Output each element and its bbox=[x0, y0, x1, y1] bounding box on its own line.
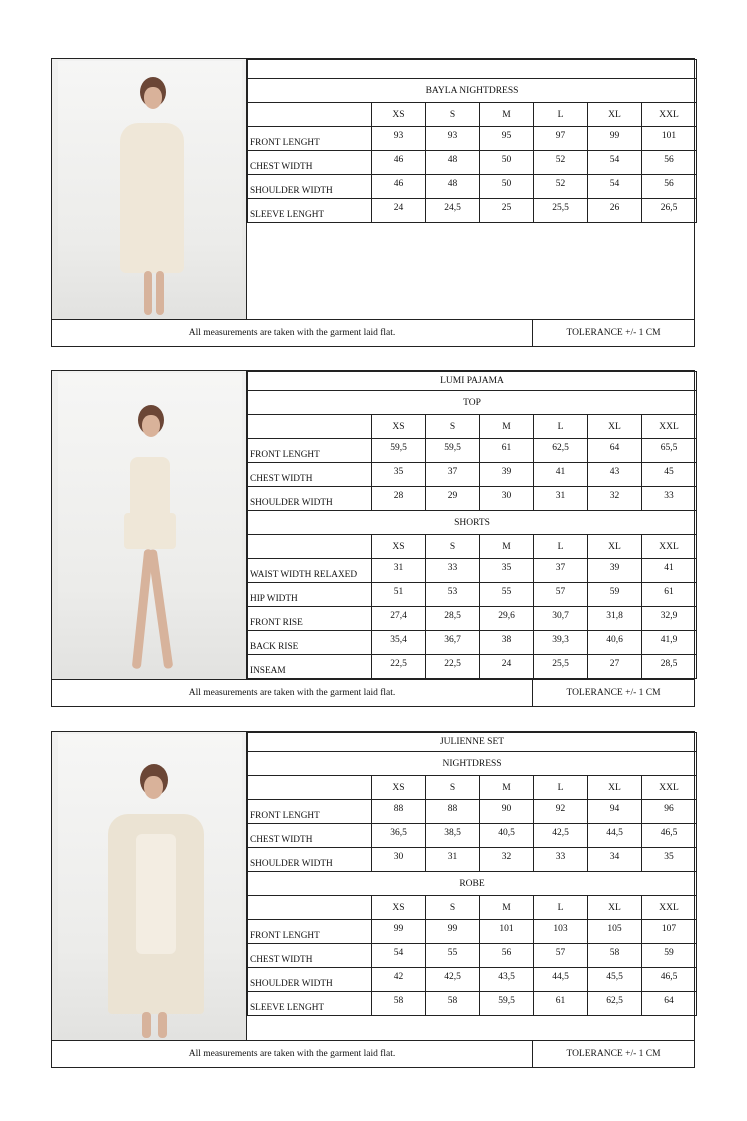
size-m: M bbox=[480, 535, 534, 559]
size-xl: XL bbox=[588, 535, 642, 559]
cell: 22,5 bbox=[372, 655, 426, 679]
cell: 26 bbox=[588, 199, 642, 223]
cell: 24 bbox=[372, 199, 426, 223]
cell: 33 bbox=[534, 848, 588, 872]
table-row bbox=[248, 800, 697, 824]
size-l: L bbox=[534, 535, 588, 559]
row-label: BACK RISE bbox=[248, 631, 372, 655]
cell: 88 bbox=[372, 800, 426, 824]
table-row bbox=[248, 824, 697, 848]
cell: 59 bbox=[642, 944, 697, 968]
row-label: FRONT RISE bbox=[248, 607, 372, 631]
cell: 97 bbox=[534, 127, 588, 151]
cell: 36,7 bbox=[426, 631, 480, 655]
cell: 31 bbox=[534, 487, 588, 511]
cell: 55 bbox=[480, 583, 534, 607]
cell: 94 bbox=[588, 800, 642, 824]
cell: 53 bbox=[426, 583, 480, 607]
table-row bbox=[248, 655, 697, 679]
measurement-note: All measurements are taken with the garment laid flat. bbox=[52, 320, 533, 346]
size-s: S bbox=[426, 535, 480, 559]
julienne-title: JULIENNE SET bbox=[248, 733, 697, 752]
cell: 26,5 bbox=[642, 199, 697, 223]
size-m: M bbox=[480, 103, 534, 127]
table-row bbox=[248, 127, 697, 151]
cell: 50 bbox=[480, 175, 534, 199]
row-label: SLEEVE LENGHT bbox=[248, 199, 372, 223]
size-xs: XS bbox=[372, 896, 426, 920]
cell: 32 bbox=[480, 848, 534, 872]
size-s: S bbox=[426, 103, 480, 127]
cell: 24 bbox=[480, 655, 534, 679]
size-xs: XS bbox=[372, 103, 426, 127]
cell: 35 bbox=[642, 848, 697, 872]
cell: 59,5 bbox=[426, 439, 480, 463]
cell: 32 bbox=[588, 487, 642, 511]
cell: 48 bbox=[426, 151, 480, 175]
cell: 62,5 bbox=[588, 992, 642, 1016]
row-label: CHEST WIDTH bbox=[248, 151, 372, 175]
table-row bbox=[248, 992, 697, 1016]
row-label: SHOULDER WIDTH bbox=[248, 487, 372, 511]
cell: 25 bbox=[480, 199, 534, 223]
cell: 41 bbox=[534, 463, 588, 487]
bayla-table bbox=[247, 59, 697, 223]
cell: 61 bbox=[534, 992, 588, 1016]
table-row bbox=[248, 607, 697, 631]
table-row bbox=[248, 463, 697, 487]
size-xs: XS bbox=[372, 415, 426, 439]
row-label: SHOULDER WIDTH bbox=[248, 968, 372, 992]
cell: 37 bbox=[534, 559, 588, 583]
cell: 56 bbox=[642, 151, 697, 175]
cell: 39 bbox=[588, 559, 642, 583]
table-row bbox=[248, 199, 697, 223]
size-l: L bbox=[534, 103, 588, 127]
row-label: CHEST WIDTH bbox=[248, 944, 372, 968]
size-xxl: XXL bbox=[642, 535, 697, 559]
cell: 101 bbox=[642, 127, 697, 151]
cell: 31 bbox=[372, 559, 426, 583]
cell: 96 bbox=[642, 800, 697, 824]
size-xxl: XXL bbox=[642, 415, 697, 439]
lumi-top-title: TOP bbox=[248, 391, 697, 415]
cell: 64 bbox=[588, 439, 642, 463]
cell: 64 bbox=[642, 992, 697, 1016]
cell: 29,6 bbox=[480, 607, 534, 631]
cell: 35 bbox=[372, 463, 426, 487]
julienne-table bbox=[247, 732, 697, 1016]
size-l: L bbox=[534, 776, 588, 800]
cell: 99 bbox=[372, 920, 426, 944]
size-header-row bbox=[248, 776, 697, 800]
cell: 41,9 bbox=[642, 631, 697, 655]
cell: 42,5 bbox=[426, 968, 480, 992]
table-row bbox=[248, 631, 697, 655]
cell: 29 bbox=[426, 487, 480, 511]
row-label: FRONT LENGHT bbox=[248, 920, 372, 944]
cell: 62,5 bbox=[534, 439, 588, 463]
cell: 40,5 bbox=[480, 824, 534, 848]
row-label: SHOULDER WIDTH bbox=[248, 848, 372, 872]
size-xxl: XXL bbox=[642, 896, 697, 920]
cell: 54 bbox=[588, 175, 642, 199]
table-row bbox=[248, 848, 697, 872]
lumi-product-photo bbox=[52, 371, 247, 680]
cell: 35,4 bbox=[372, 631, 426, 655]
lumi-size-chart bbox=[51, 370, 695, 707]
cell: 25,5 bbox=[534, 199, 588, 223]
lumi-shorts-title: SHORTS bbox=[248, 511, 697, 535]
size-header-row bbox=[248, 415, 697, 439]
measurement-note: All measurements are taken with the garment laid flat. bbox=[52, 680, 533, 706]
cell: 51 bbox=[372, 583, 426, 607]
row-label: CHEST WIDTH bbox=[248, 824, 372, 848]
cell: 25,5 bbox=[534, 655, 588, 679]
cell: 27 bbox=[588, 655, 642, 679]
cell: 99 bbox=[426, 920, 480, 944]
cell: 59,5 bbox=[372, 439, 426, 463]
cell: 33 bbox=[642, 487, 697, 511]
size-xxl: XXL bbox=[642, 103, 697, 127]
cell: 105 bbox=[588, 920, 642, 944]
cell: 55 bbox=[426, 944, 480, 968]
table-row bbox=[248, 175, 697, 199]
measurement-note: All measurements are taken with the garment laid flat. bbox=[52, 1041, 533, 1067]
cell: 57 bbox=[534, 583, 588, 607]
spacer-row bbox=[248, 60, 697, 79]
size-xs: XS bbox=[372, 535, 426, 559]
cell: 28,5 bbox=[426, 607, 480, 631]
cell: 57 bbox=[534, 944, 588, 968]
row-label: SLEEVE LENGHT bbox=[248, 992, 372, 1016]
cell: 40,6 bbox=[588, 631, 642, 655]
size-l: L bbox=[534, 415, 588, 439]
cell: 27,4 bbox=[372, 607, 426, 631]
table-row bbox=[248, 920, 697, 944]
cell: 88 bbox=[426, 800, 480, 824]
cell: 90 bbox=[480, 800, 534, 824]
cell: 44,5 bbox=[534, 968, 588, 992]
size-header-row bbox=[248, 535, 697, 559]
lumi-table bbox=[247, 371, 697, 679]
julienne-nightdress-title: NIGHTDRESS bbox=[248, 752, 697, 776]
table-row bbox=[248, 559, 697, 583]
cell: 37 bbox=[426, 463, 480, 487]
bayla-footer bbox=[52, 319, 694, 346]
cell: 31 bbox=[426, 848, 480, 872]
cell: 58 bbox=[372, 992, 426, 1016]
cell: 58 bbox=[426, 992, 480, 1016]
size-m: M bbox=[480, 776, 534, 800]
size-s: S bbox=[426, 415, 480, 439]
bayla-product-photo bbox=[52, 59, 247, 320]
tolerance-note: TOLERANCE +/- 1 CM bbox=[566, 328, 661, 338]
cell: 31,8 bbox=[588, 607, 642, 631]
tolerance-note: TOLERANCE +/- 1 CM bbox=[566, 1049, 661, 1059]
size-xl: XL bbox=[588, 776, 642, 800]
table-row bbox=[248, 944, 697, 968]
cell: 34 bbox=[588, 848, 642, 872]
cell: 52 bbox=[534, 151, 588, 175]
cell: 56 bbox=[480, 944, 534, 968]
size-xxl: XXL bbox=[642, 776, 697, 800]
cell: 95 bbox=[480, 127, 534, 151]
cell: 46,5 bbox=[642, 824, 697, 848]
cell: 39 bbox=[480, 463, 534, 487]
cell: 61 bbox=[642, 583, 697, 607]
cell: 107 bbox=[642, 920, 697, 944]
size-xs: XS bbox=[372, 776, 426, 800]
lumi-footer bbox=[52, 679, 694, 706]
cell: 32,9 bbox=[642, 607, 697, 631]
table-row bbox=[248, 151, 697, 175]
size-m: M bbox=[480, 896, 534, 920]
cell: 56 bbox=[642, 175, 697, 199]
cell: 58 bbox=[588, 944, 642, 968]
table-row bbox=[248, 487, 697, 511]
cell: 28 bbox=[372, 487, 426, 511]
row-label: INSEAM bbox=[248, 655, 372, 679]
size-header-row bbox=[248, 896, 697, 920]
tolerance-note: TOLERANCE +/- 1 CM bbox=[566, 688, 661, 698]
cell: 59 bbox=[588, 583, 642, 607]
cell: 28,5 bbox=[642, 655, 697, 679]
size-l: L bbox=[534, 896, 588, 920]
cell: 54 bbox=[588, 151, 642, 175]
table-row bbox=[248, 439, 697, 463]
julienne-size-chart bbox=[51, 731, 695, 1068]
cell: 42 bbox=[372, 968, 426, 992]
julienne-footer bbox=[52, 1040, 694, 1067]
bayla-title: BAYLA NIGHTDRESS bbox=[248, 79, 697, 103]
cell: 54 bbox=[372, 944, 426, 968]
cell: 52 bbox=[534, 175, 588, 199]
cell: 46 bbox=[372, 175, 426, 199]
cell: 65,5 bbox=[642, 439, 697, 463]
cell: 30 bbox=[372, 848, 426, 872]
row-label: SHOULDER WIDTH bbox=[248, 175, 372, 199]
size-xl: XL bbox=[588, 896, 642, 920]
size-xl: XL bbox=[588, 415, 642, 439]
table-row bbox=[248, 968, 697, 992]
cell: 30,7 bbox=[534, 607, 588, 631]
table-row bbox=[248, 583, 697, 607]
cell: 38 bbox=[480, 631, 534, 655]
size-s: S bbox=[426, 776, 480, 800]
cell: 22,5 bbox=[426, 655, 480, 679]
cell: 45 bbox=[642, 463, 697, 487]
cell: 44,5 bbox=[588, 824, 642, 848]
row-label: FRONT LENGHT bbox=[248, 127, 372, 151]
cell: 36,5 bbox=[372, 824, 426, 848]
cell: 48 bbox=[426, 175, 480, 199]
cell: 93 bbox=[426, 127, 480, 151]
cell: 43 bbox=[588, 463, 642, 487]
cell: 35 bbox=[480, 559, 534, 583]
row-label: FRONT LENGHT bbox=[248, 800, 372, 824]
row-label: FRONT LENGHT bbox=[248, 439, 372, 463]
julienne-robe-title: ROBE bbox=[248, 872, 697, 896]
cell: 24,5 bbox=[426, 199, 480, 223]
cell: 103 bbox=[534, 920, 588, 944]
row-label: CHEST WIDTH bbox=[248, 463, 372, 487]
size-header-row bbox=[248, 103, 697, 127]
size-xl: XL bbox=[588, 103, 642, 127]
cell: 61 bbox=[480, 439, 534, 463]
cell: 45,5 bbox=[588, 968, 642, 992]
julienne-product-photo bbox=[52, 732, 247, 1041]
size-s: S bbox=[426, 896, 480, 920]
cell: 93 bbox=[372, 127, 426, 151]
cell: 99 bbox=[588, 127, 642, 151]
cell: 41 bbox=[642, 559, 697, 583]
cell: 30 bbox=[480, 487, 534, 511]
row-label: WAIST WIDTH RELAXED bbox=[248, 559, 372, 583]
lumi-title: LUMI PAJAMA bbox=[248, 372, 697, 391]
cell: 50 bbox=[480, 151, 534, 175]
cell: 38,5 bbox=[426, 824, 480, 848]
size-m: M bbox=[480, 415, 534, 439]
cell: 46 bbox=[372, 151, 426, 175]
cell: 92 bbox=[534, 800, 588, 824]
cell: 42,5 bbox=[534, 824, 588, 848]
bayla-size-chart bbox=[51, 58, 695, 347]
cell: 43,5 bbox=[480, 968, 534, 992]
row-label: HIP WIDTH bbox=[248, 583, 372, 607]
cell: 39,3 bbox=[534, 631, 588, 655]
cell: 59,5 bbox=[480, 992, 534, 1016]
cell: 101 bbox=[480, 920, 534, 944]
cell: 46,5 bbox=[642, 968, 697, 992]
cell: 33 bbox=[426, 559, 480, 583]
